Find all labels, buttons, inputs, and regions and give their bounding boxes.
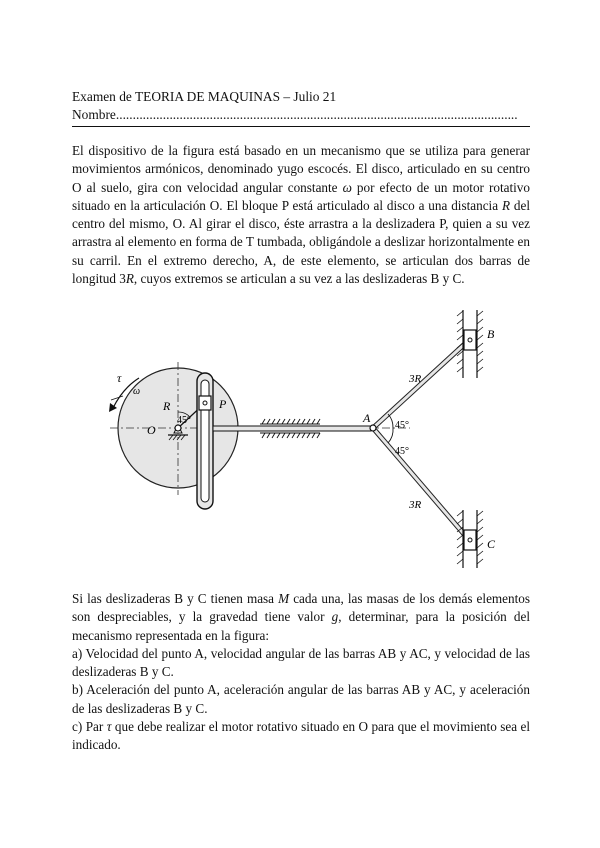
name-label: Nombre — [72, 107, 116, 122]
omega-symbol: ω — [342, 179, 352, 195]
pin-p — [203, 401, 207, 405]
label-3r-top: 3R — [409, 373, 422, 385]
intro-text-1: El dispositivo de la figura está basado en un mecanismo que se utiliza para generar movimientos armónicos, denominado yugo escocés. El disco, articulado en su centro O al suelo, gira con velocidad angular constante — [72, 143, 530, 195]
label-r: R — [163, 399, 171, 413]
label-tau: τ — [117, 371, 122, 385]
rail-hatch-bottom — [260, 433, 320, 438]
problem-paragraph — [72, 142, 530, 288]
joint-a — [370, 425, 376, 431]
rotation-arrowhead — [109, 403, 117, 412]
qc-text-a: c) Par — [72, 719, 104, 735]
question-c — [72, 718, 530, 755]
label-45-bottom: 45° — [395, 446, 409, 457]
problem-statement — [72, 142, 530, 288]
gravity-symbol: g — [331, 609, 339, 625]
intro-text-4: , cuyos extremos se articulan a su vez a las deslizaderas B y C. — [133, 271, 465, 287]
r-symbol-2: R — [125, 271, 134, 287]
mechanism-figure — [95, 300, 515, 568]
label-p: P — [219, 397, 227, 411]
angle-arc-bottom — [388, 428, 393, 443]
exam-header — [72, 88, 530, 127]
questions-section — [72, 590, 530, 755]
label-45-disk: 45° — [177, 415, 191, 426]
scotch-yoke-diagram — [95, 300, 515, 568]
rotation-arrow-tick — [111, 396, 123, 400]
intro-text-2: por efecto de un motor rotativo situado en la articulación O. El bloque P está articulado al disco a una distancia — [72, 179, 530, 213]
questions-intro — [72, 590, 530, 645]
exam-title: Examen de TEORIA DE MAQUINAS – Julio 21 — [72, 89, 337, 104]
t-rod — [213, 426, 371, 431]
intro-text-3: del centro del mismo, O. Al girar el disco, éste arrastra a la deslizadera P, quien a su vez arrastra al elemento en forma de T tumbada, obligándole a deslizar horizontalmente en su carril. En el extremo derecho, A, de este elemento, se articulan dos barras de longitud 3 — [72, 197, 531, 287]
mass-symbol: M — [278, 591, 290, 606]
name-dots: ........................................................................................................................ — [115, 107, 518, 122]
label-b: B — [487, 327, 495, 341]
q0-text-b: cada una, las masas de los demás elementos son despreciables, y la gravedad tiene valor — [72, 591, 531, 625]
label-3r-bottom: 3R — [409, 499, 422, 511]
question-b: b) Aceleración del punto A, aceleración angular de las barras AB y AC, y aceleración de las deslizaderas B y C. — [72, 682, 530, 716]
qc-text-b: que debe realizar el motor rotativo situado en O para que el movimiento sea el indicado. — [72, 719, 531, 753]
label-a: A — [363, 411, 371, 425]
q0-text-a: Si las deslizaderas B y C tienen masa — [72, 591, 275, 606]
pin-b — [468, 338, 472, 342]
question-a: a) Velocidad del punto A, velocidad angular de las barras AB y AC, y velocidad de las deslizaderas B y C. — [72, 645, 530, 680]
label-o: O — [147, 423, 156, 437]
bar-ac-fill — [373, 428, 469, 540]
tau-symbol: τ — [106, 719, 112, 735]
label-45-top: 45° — [395, 420, 409, 431]
pin-c — [468, 538, 472, 542]
q0-text-c: , determinar, para la posición del mecanismo representada en la figura: — [72, 609, 531, 643]
label-c: C — [487, 537, 496, 551]
r-symbol: R — [501, 197, 511, 213]
rail-hatch-top — [260, 419, 320, 424]
label-omega: ω — [133, 386, 141, 397]
name-line — [72, 106, 530, 127]
